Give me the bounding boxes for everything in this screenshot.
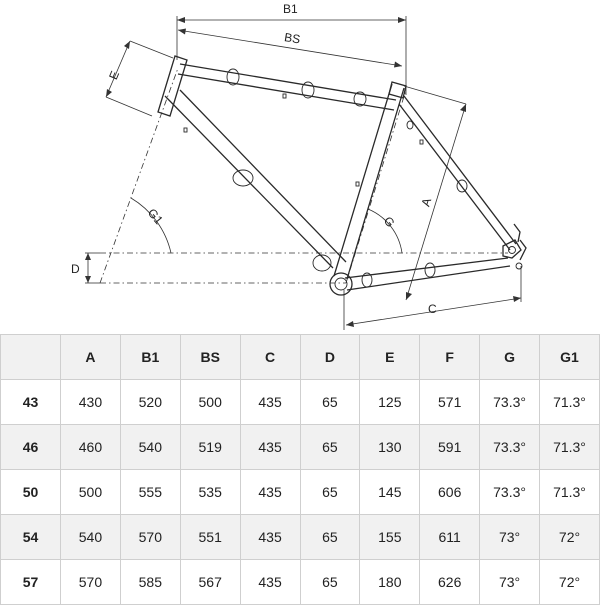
table-cell: 555 [120, 470, 180, 515]
table-cell: 435 [240, 470, 300, 515]
header-b1: B1 [120, 335, 180, 380]
bike-frame [158, 56, 526, 295]
bottom-bracket [330, 273, 352, 295]
table-cell: 130 [360, 425, 420, 470]
table-cell: 626 [420, 560, 480, 605]
table-row [1, 560, 600, 605]
dimension-d [71, 253, 100, 283]
table-cell: 611 [420, 515, 480, 560]
dimension-bs [178, 29, 402, 68]
label-e: E [106, 68, 123, 82]
table-cell: 519 [180, 425, 240, 470]
table-cell: 73.3° [480, 425, 540, 470]
table-cell: 585 [120, 560, 180, 605]
table-cell: 73° [480, 515, 540, 560]
table-cell: 435 [240, 515, 300, 560]
table-row [1, 425, 600, 470]
header-size [1, 335, 61, 380]
table-cell: 71.3° [540, 470, 600, 515]
label-d: D [71, 262, 80, 276]
table-cell: 65 [300, 425, 360, 470]
row-size: 57 [1, 560, 61, 605]
table-cell: 460 [61, 425, 121, 470]
down-tube [165, 90, 346, 268]
table-cell: 73.3° [480, 470, 540, 515]
table-cell: 570 [61, 560, 121, 605]
table-cell: 551 [180, 515, 240, 560]
angle-g1 [131, 198, 171, 253]
table-cell: 65 [300, 515, 360, 560]
header-d: D [300, 335, 360, 380]
top-tube [178, 64, 396, 110]
header-g: G [480, 335, 540, 380]
label-bs: BS [283, 30, 302, 47]
table-cell: 73.3° [480, 380, 540, 425]
geometry-table [0, 334, 600, 605]
row-size: 54 [1, 515, 61, 560]
label-g: G [380, 213, 398, 230]
table-cell: 540 [61, 515, 121, 560]
table-cell: 500 [61, 470, 121, 515]
row-size: 50 [1, 470, 61, 515]
table-cell: 435 [240, 425, 300, 470]
table-cell: 500 [180, 380, 240, 425]
table-cell: 571 [420, 380, 480, 425]
table-cell: 71.3° [540, 425, 600, 470]
table-cell: 65 [300, 560, 360, 605]
table-cell: 180 [360, 560, 420, 605]
table-cell: 65 [300, 380, 360, 425]
table-cell: 591 [420, 425, 480, 470]
seat-tube [334, 84, 404, 279]
dimension-e [106, 41, 173, 116]
table-cell: 430 [61, 380, 121, 425]
table-row [1, 380, 600, 425]
seat-stay [399, 96, 516, 250]
table-cell: 606 [420, 470, 480, 515]
table-cell: 155 [360, 515, 420, 560]
table-row [1, 515, 600, 560]
angle-g [368, 209, 402, 253]
table-cell: 65 [300, 470, 360, 515]
table-cell: 435 [240, 380, 300, 425]
header-bs: BS [180, 335, 240, 380]
table-cell: 570 [120, 515, 180, 560]
header-e: E [360, 335, 420, 380]
header-g1: G1 [540, 335, 600, 380]
header-a: A [61, 335, 121, 380]
table-cell: 435 [240, 560, 300, 605]
table-cell: 567 [180, 560, 240, 605]
table-row [1, 470, 600, 515]
label-c: C [428, 302, 437, 316]
table-cell: 72° [540, 560, 600, 605]
table-cell: 520 [120, 380, 180, 425]
table-cell: 540 [120, 425, 180, 470]
table-cell: 72° [540, 515, 600, 560]
table-cell: 145 [360, 470, 420, 515]
label-a: A [418, 196, 435, 209]
table-header-row [1, 335, 600, 380]
row-size: 46 [1, 425, 61, 470]
row-size: 43 [1, 380, 61, 425]
table-cell: 73° [480, 560, 540, 605]
table-cell: 125 [360, 380, 420, 425]
header-f: F [420, 335, 480, 380]
header-c: C [240, 335, 300, 380]
table-cell: 71.3° [540, 380, 600, 425]
table-cell: 535 [180, 470, 240, 515]
label-b1: B1 [283, 2, 298, 16]
label-g1: G1 [144, 205, 166, 228]
